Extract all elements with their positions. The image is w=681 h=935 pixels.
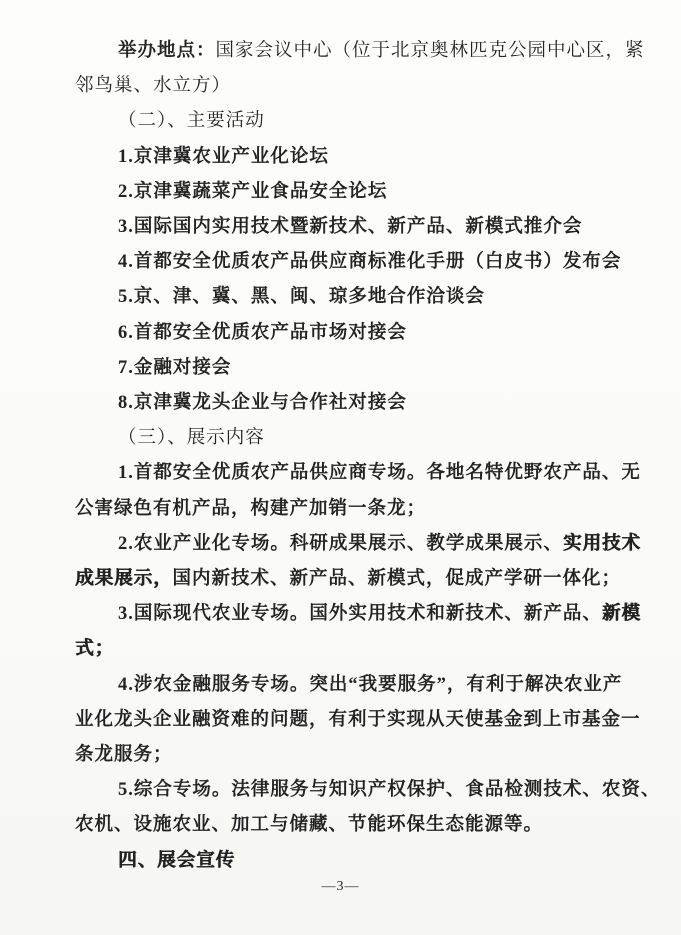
text-line — [75, 175, 623, 210]
text-segment: 国内新技术、新产品、新模式，促成产学研一体化； — [172, 569, 622, 590]
text-segment: 1.首都安全优质农产品供应商专场。各地名特优野农产品、无 — [118, 463, 641, 484]
text-line — [75, 210, 623, 245]
text-segment: 四、展会宣传 — [118, 850, 236, 871]
text-line — [75, 104, 623, 139]
text-segment: 3.国际现代农业专场。国外实用技术和新技术、新产品、 — [118, 604, 602, 625]
text-line — [75, 668, 623, 703]
text-line — [75, 632, 623, 667]
text-segment: 1.京津冀农业产业化论坛 — [118, 146, 329, 167]
text-segment: （二）、主要活动 — [118, 111, 265, 132]
text-line — [75, 844, 623, 879]
text-line — [75, 703, 641, 738]
text-segment: 成果展示， — [75, 569, 173, 590]
text-line — [75, 280, 623, 315]
text-segment: 式； — [75, 639, 115, 660]
text-segment: 条龙服务； — [75, 745, 173, 766]
text-segment: 新模 — [601, 604, 641, 625]
text-segment: 5.京、津、冀、黑、闽、琼多地合作洽谈会 — [118, 287, 485, 308]
text-line — [75, 69, 623, 104]
text-line — [75, 351, 623, 386]
text-segment: 6.首都安全优质农产品市场对接会 — [118, 322, 407, 343]
text-segment: 举办地点： — [118, 41, 216, 61]
text-segment: 7.金融对接会 — [118, 357, 232, 378]
page-number: —3— — [321, 878, 360, 894]
text-segment: 公害绿色有机产品，构建产加销一条龙； — [75, 498, 427, 519]
text-line — [75, 456, 641, 491]
text-line — [75, 245, 623, 280]
text-line — [75, 34, 645, 69]
text-segment: 3.国际国内实用技术暨新技术、新产品、新模式推介会 — [118, 217, 583, 238]
text-line — [75, 492, 623, 527]
text-segment: 8.京津冀龙头企业与合作社对接会 — [118, 393, 407, 414]
page-footer — [0, 877, 681, 896]
text-line — [75, 386, 623, 421]
text-line — [75, 738, 623, 773]
text-segment: （三）、展示内容 — [118, 428, 265, 449]
text-segment: 邻鸟巢、水立方） — [75, 76, 232, 97]
text-line — [75, 562, 623, 597]
text-segment: 国家会议中心（位于北京奥林匹克公园中心区，紧 — [215, 41, 645, 61]
text-line — [75, 421, 623, 456]
text-line — [75, 140, 623, 175]
text-segment: 农机、设施农业、加工与储藏、节能环保生态能源等。 — [75, 815, 544, 836]
text-segment: 2.农业产业化专场。科研成果展示、教学成果展示、 — [118, 533, 563, 554]
text-segment: 5.综合专场。法律服务与知识产权保护、食品检测技术、农资、 — [118, 780, 661, 801]
text-line — [75, 808, 623, 843]
text-line — [75, 597, 641, 632]
text-line — [75, 527, 641, 562]
text-segment: 2.京津冀蔬菜产业食品安全论坛 — [118, 181, 388, 202]
text-line — [75, 773, 661, 808]
text-segment: 4.首都安全优质农产品供应商标准化手册（白皮书）发布会 — [118, 252, 622, 273]
text-segment: 4.涉农金融服务专场。突出“我要服务”，有利于解决农业产 — [118, 674, 623, 695]
text-segment: 业化龙头企业融资难的问题，有利于实现从天使基金到上市基金一 — [75, 709, 641, 730]
text-line — [75, 316, 623, 351]
text-segment: 实用技术 — [562, 533, 641, 554]
